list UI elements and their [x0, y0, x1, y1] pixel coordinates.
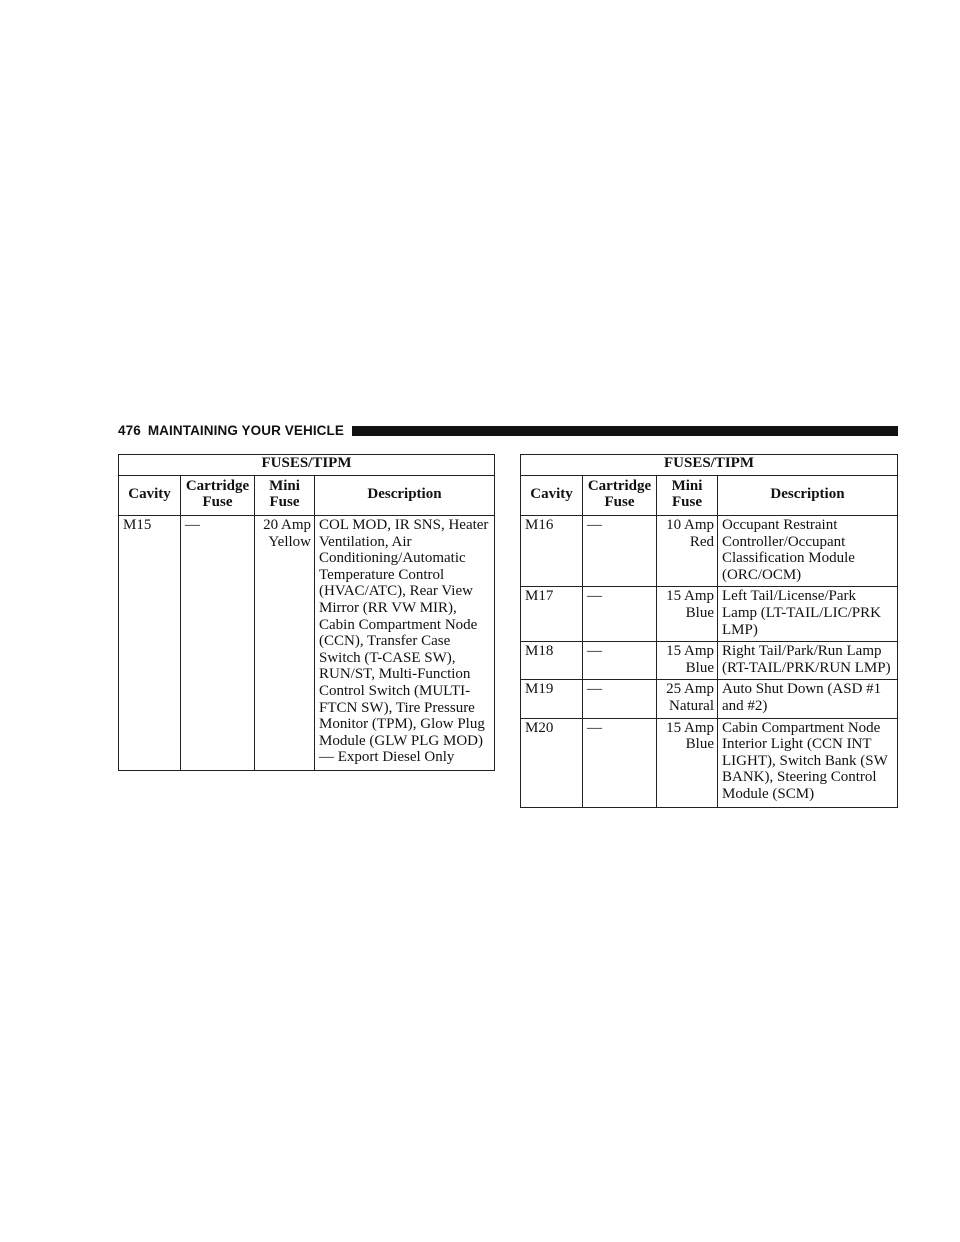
table-row	[521, 718, 898, 807]
column-header-description: Description	[315, 476, 495, 516]
description-cell: Left Tail/License/Park Lamp (LT-TAIL/LIC/PRK LMP)	[718, 587, 898, 642]
mini-fuse-cell: 15 Amp Blue	[657, 642, 718, 680]
page-header	[118, 420, 898, 440]
fuse-table-right	[520, 454, 898, 808]
table-row	[521, 516, 898, 587]
header-rule	[352, 426, 898, 436]
column-header-cavity: Cavity	[521, 476, 583, 516]
cartridge-fuse-cell: —	[583, 516, 657, 587]
column-header-cartridge-fuse: Cartridge Fuse	[583, 476, 657, 516]
cavity-cell: M16	[521, 516, 583, 587]
table-title: FUSES/TIPM	[119, 455, 495, 476]
column-header-cartridge-fuse: Cartridge Fuse	[181, 476, 255, 516]
table-row	[521, 642, 898, 680]
cavity-cell: M19	[521, 680, 583, 718]
description-cell: Cabin Compartment Node Interior Light (CCN INT LIGHT), Switch Bank (SW BANK), Steering Control Module (SCM)	[718, 718, 898, 807]
description-cell: COL MOD, IR SNS, Heater Ventilation, Air Conditioning/Automatic Temperature Control (HVAC/ATC), Rear View Mirror (RR VW MIR), Cabin Compartment Node (CCN), Transfer Case Switch (T-CASE SW), RUN/ST, Multi-Function Control Switch (MULTI-FTCN SW), Tire Pressure Monitor (TPM), Glow Plug Module (GLW PLG MOD) — Export Diesel Only	[315, 516, 495, 771]
column-header-mini-fuse: Mini Fuse	[255, 476, 315, 516]
cartridge-fuse-cell: —	[583, 587, 657, 642]
header-text	[118, 423, 344, 438]
cartridge-fuse-cell: —	[583, 680, 657, 718]
cavity-cell: M20	[521, 718, 583, 807]
cartridge-fuse-cell: —	[583, 718, 657, 807]
cavity-cell: M15	[119, 516, 181, 771]
column-header-mini-fuse: Mini Fuse	[657, 476, 718, 516]
column-header-description: Description	[718, 476, 898, 516]
table-row	[119, 516, 495, 771]
mini-fuse-cell: 25 Amp Natural	[657, 680, 718, 718]
mini-fuse-cell: 20 Amp Yellow	[255, 516, 315, 771]
table-title: FUSES/TIPM	[521, 455, 898, 476]
description-cell: Occupant Restraint Controller/Occupant Classification Module (ORC/OCM)	[718, 516, 898, 587]
column-header-cavity: Cavity	[119, 476, 181, 516]
cartridge-fuse-cell: —	[583, 642, 657, 680]
page-number: 476	[118, 422, 141, 438]
mini-fuse-cell: 15 Amp Blue	[657, 718, 718, 807]
cartridge-fuse-cell: —	[181, 516, 255, 771]
mini-fuse-cell: 10 Amp Red	[657, 516, 718, 587]
description-cell: Auto Shut Down (ASD #1 and #2)	[718, 680, 898, 718]
fuse-table-left	[118, 454, 495, 771]
section-title: MAINTAINING YOUR VEHICLE	[147, 422, 344, 438]
description-cell: Right Tail/Park/Run Lamp (RT-TAIL/PRK/RUN LMP)	[718, 642, 898, 680]
table-row	[521, 587, 898, 642]
cavity-cell: M18	[521, 642, 583, 680]
mini-fuse-cell: 15 Amp Blue	[657, 587, 718, 642]
table-row	[521, 680, 898, 718]
cavity-cell: M17	[521, 587, 583, 642]
